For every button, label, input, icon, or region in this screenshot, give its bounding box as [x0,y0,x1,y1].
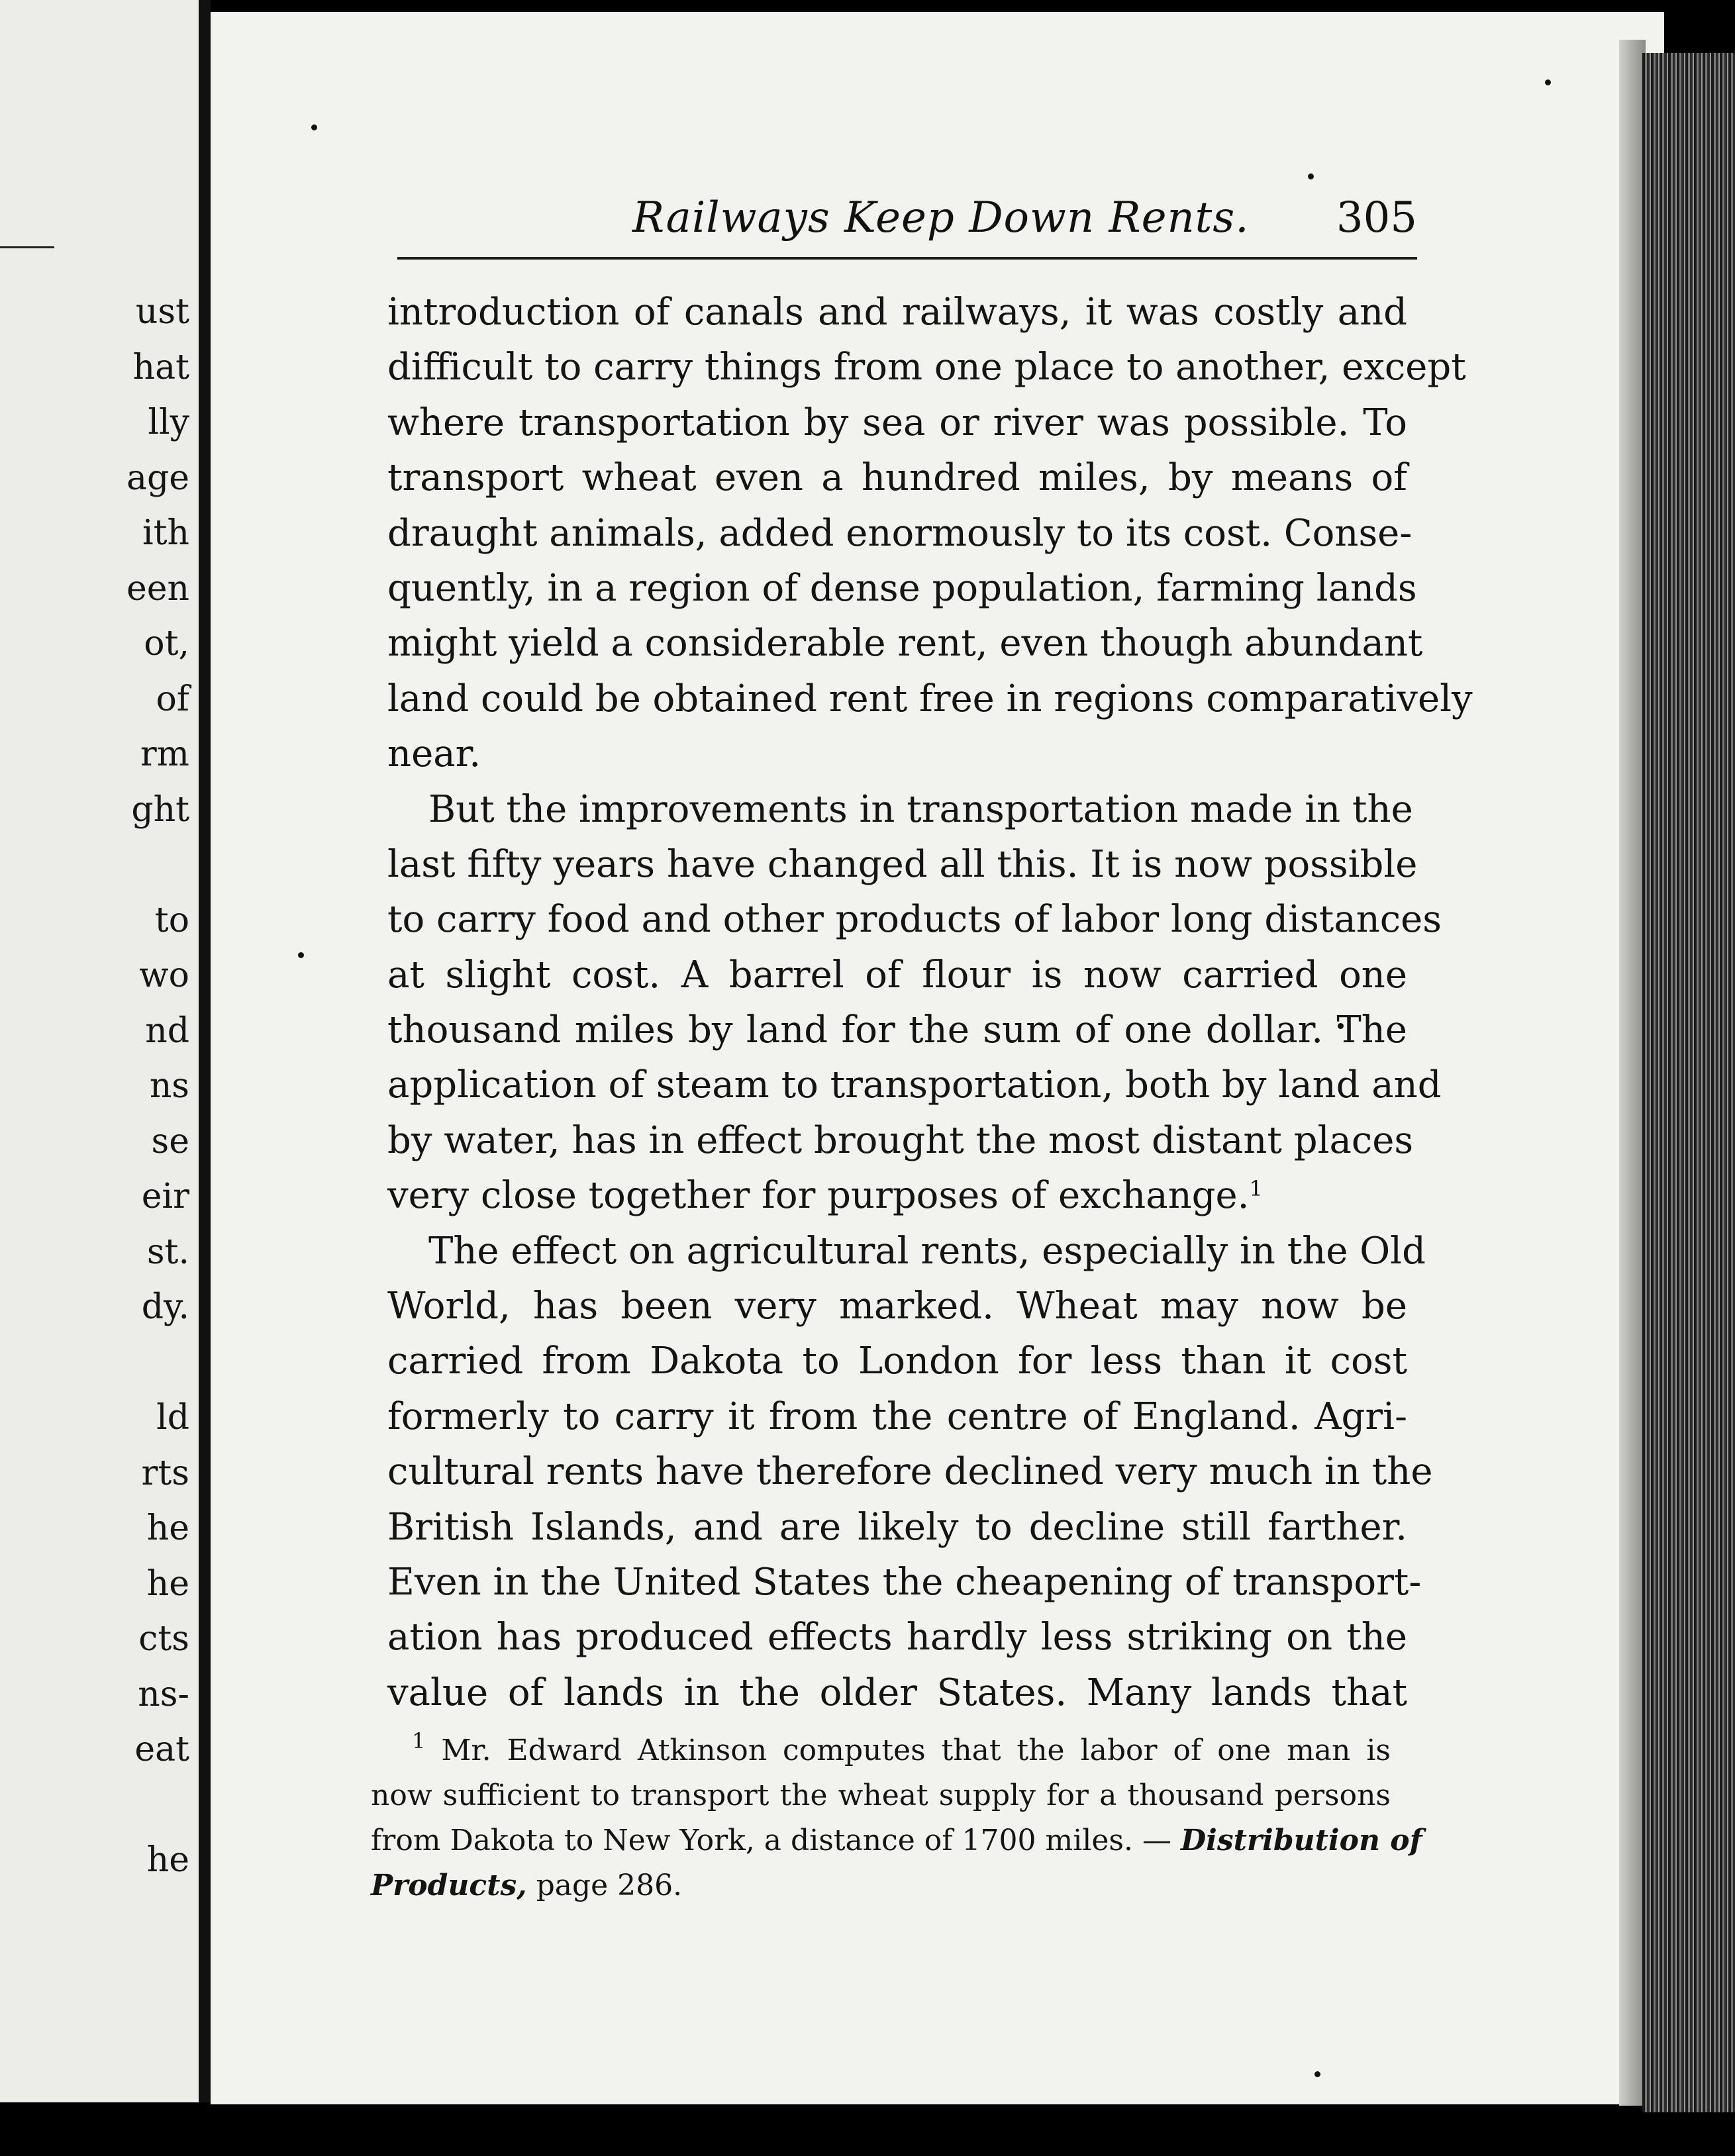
left-fragment: wo [139,956,189,995]
text-line: application of steam to transportation, both by land and [387,1063,1442,1107]
text-line: Even in the United States the cheapening of transport- [387,1560,1422,1604]
paragraph [387,782,1442,1224]
footnote-reference: 1 [1249,1176,1263,1202]
speck [311,124,317,130]
footnote-line [371,1863,1391,1908]
footnote-source-title: Products, [371,1869,527,1902]
left-fragment: dy. [141,1287,189,1327]
text-line: introduction of canals and railways, it was costly and [387,291,1407,334]
text-line: to carry food and other products of labor long distances [387,898,1442,942]
left-fragment: nd [145,1010,189,1051]
text-line: British Islands, and are likely to decline still farther. [387,1505,1407,1549]
left-page-text-fragments [126,285,189,1888]
paragraph [387,285,1473,782]
page-number: 305 [1336,193,1417,242]
text-line-with-footnote-ref [387,1168,1407,1223]
text-line: thousand miles by land for the sum of one dollar. The [387,1008,1407,1052]
page-stack-edge [1642,53,1735,2112]
left-fragment: cts [138,1619,189,1659]
left-facing-page [0,0,211,2102]
left-fragment: age [126,458,189,498]
text-line: difficult to carry things from one place to another, except [387,346,1466,389]
running-header [391,179,1417,252]
text-line: last fifty years have changed all this. It is now possible [387,842,1418,886]
footnote-marker: 1 [412,1728,426,1753]
text-line: World, has been very marked. Wheat may now be [387,1285,1407,1328]
speck [1545,79,1551,85]
left-fragment: rts [141,1453,189,1493]
footnote [371,1728,1422,1908]
speck [298,952,304,958]
page-body [387,285,1473,1720]
left-fragment: ith [142,513,189,553]
left-fragment: ns [149,1066,189,1106]
footnote-source-title: Distribution of [1180,1824,1422,1857]
text-line-text: very close together for purposes of exchange. [387,1174,1250,1218]
footnote-line [371,1728,1391,1773]
left-fragment: ot, [144,624,189,663]
text-line: transport wheat even a hundred miles, by means of [387,456,1407,500]
left-fragment: eir [141,1177,189,1216]
footnote-text: Mr. Edward Atkinson computes that the labor of one man is [441,1734,1391,1767]
text-line: quently, in a region of dense population, farming lands [387,566,1417,610]
text-line: But the improvements in transportation made in the [428,787,1413,831]
text-line: land could be obtained rent free in regions comparatively [387,677,1473,720]
text-line: where transportation by sea or river was possible. To [387,401,1407,444]
left-fragment: to [154,900,189,940]
page-edge-shadow [1619,40,1646,2106]
left-fragment: st. [146,1232,189,1272]
text-line: The effect on agricultural rents, especially in the Old [428,1229,1426,1273]
left-fragment: lly [148,403,189,442]
text-line: value of lands in the older States. Many lands that [387,1671,1407,1714]
text-line: at slight cost. A barrel of flour is now carried one [387,953,1407,997]
left-fragment: of [156,679,189,719]
left-fragment: he [146,1563,189,1604]
left-fragment: se [151,1121,189,1161]
left-fragment-gap [126,838,189,893]
left-fragment: he [146,1840,189,1880]
text-line: near. [387,732,481,776]
left-fragment: ld [156,1398,189,1438]
left-fragment: hat [132,347,189,387]
left-fragment: he [146,1508,189,1548]
text-line: draught animals, added enormously to its cost. Conse- [387,511,1413,555]
left-fragment-gap [126,1778,189,1834]
speck [1314,2071,1320,2077]
left-page-header-rule [0,246,54,248]
text-line: cultural rents have therefore declined very much in the [387,1450,1433,1494]
left-fragment: rm [140,734,189,774]
running-title: Railways Keep Down Rents. [632,193,1250,242]
header-rule [397,257,1417,260]
left-fragment: een [126,568,189,609]
left-fragment-gap [126,1336,189,1391]
footnote-source-page: page 286. [536,1869,683,1902]
text-line: by water, has in effect brought the most distant places [387,1118,1414,1162]
text-line: might yield a considerable rent, even though abundant [387,622,1423,665]
footnote-text: from Dakota to New York, a distance of 1700 miles. — [371,1824,1171,1857]
left-fragment: ght [131,789,189,830]
text-line: formerly to carry it from the centre of England. Agri- [387,1395,1407,1438]
footnote-line [371,1818,1422,1863]
left-fragment: ust [135,292,189,332]
footnote-line: now sufficient to transport the wheat supply for a thousand persons [371,1779,1391,1812]
left-fragment: ns- [138,1674,189,1714]
text-line: ation has produced effects hardly less striking on the [387,1616,1407,1659]
left-fragment: eat [134,1730,189,1769]
text-line: carried from Dakota to London for less than it cost [387,1340,1407,1383]
paragraph [387,1224,1433,1721]
